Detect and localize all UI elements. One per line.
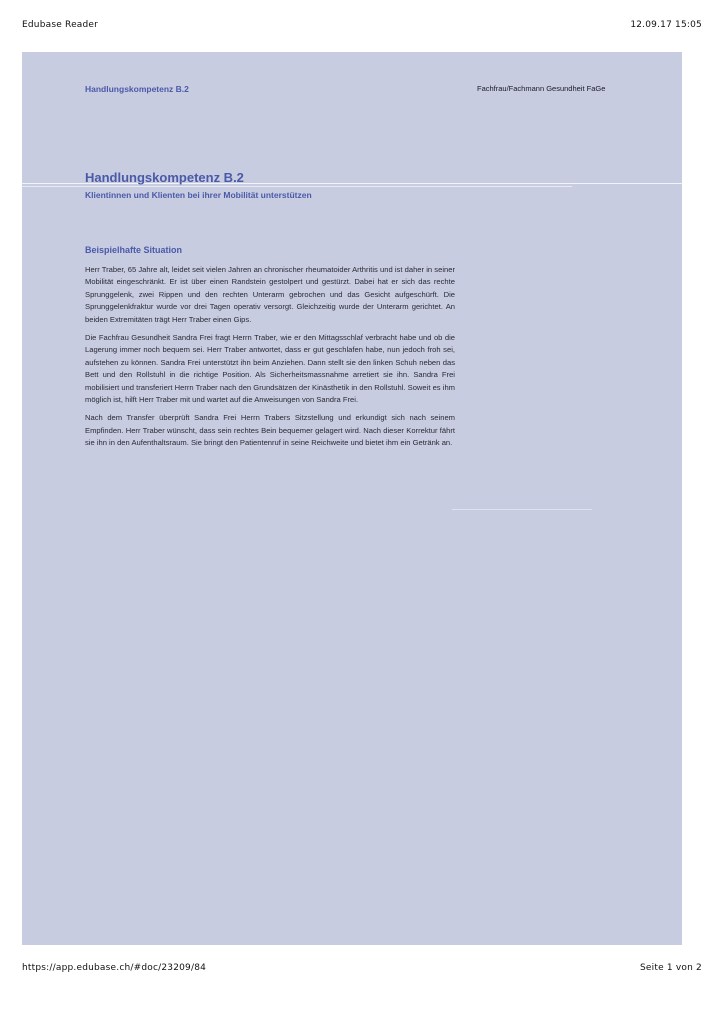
- app-title: Edubase Reader: [22, 20, 99, 30]
- section-heading: Beispielhafte Situation: [85, 245, 183, 255]
- document-page: [22, 52, 682, 945]
- page-indicator: Seite 1 von 2: [640, 963, 702, 973]
- divider-line: [452, 509, 592, 510]
- chapter-title: Handlungskompetenz B.2: [85, 170, 244, 185]
- document-url: https://app.edubase.ch/#doc/23209/84: [22, 963, 207, 973]
- paragraph: Die Fachfrau Gesundheit Sandra Frei fragt Herrn Traber, wie er den Mittagsschlaf verbracht habe und ob die Lagerung immer noch bequem sei. Herr Traber antwortet, dass er gut geschlafen habe, nun jedoch froh sei, aufstehen zu können. Sandra Frei unterstützt ihn beim Anziehen. Dann stellt sie den linken Schuh neben das Bett und den Rollstuhl in die richtige Position. Als Sicherheitsmassnahme arretiert sie ihn. Sandra Frei mobilisiert und transferiert Herrn Traber nach den Grundsätzen der Kinästhetik in den Rollstuhl. Soweit es ihm möglich ist, hilft Herr Traber mit und wartet auf die Anweisungen von Sandra Frei.: [85, 333, 455, 405]
- paragraph: Herr Traber, 65 Jahre alt, leidet seit vielen Jahren an chronischer rheumatoider Arthritis und ist daher in seiner Mobilität eingeschränkt. Er ist über einen Randstein gestolpert und gestürzt. Dabei hat er sich das rechte Sprunggelenk, zwei Rippen und den rechten Unterarm gebrochen und das Gesicht aufgeschürft. Die Sprunggelenkfraktur wurde vor drei Tagen operativ versorgt. Gleichzeitig wurde der Unterarm gerichtet. An beiden Extremitäten trägt Herr Traber einen Gips.: [85, 265, 455, 324]
- chapter-subtitle: Klientinnen und Klienten bei ihrer Mobilität unterstützen: [85, 190, 312, 200]
- paragraph: Nach dem Transfer überprüft Sandra Frei Herrn Trabers Sitzstellung und erkundigt sich nach seinem Empfinden. Herr Traber wünscht, dass sein rechtes Bein bequemer gelagert wird. Nach dieser Korrektur fährt sie ihn in den Aufenthaltsraum. Sie bringt den Patientenruf in seine Reichweite und bietet ihm ein Getränk an.: [85, 413, 455, 448]
- divider-line: [22, 186, 572, 187]
- print-datetime: 12.09.17 15:05: [630, 20, 702, 30]
- running-head-left: Handlungskompetenz B.2: [85, 84, 189, 94]
- running-head-right: Fachfrau/Fachmann Gesundheit FaGe: [477, 84, 606, 93]
- body-text: [85, 264, 455, 456]
